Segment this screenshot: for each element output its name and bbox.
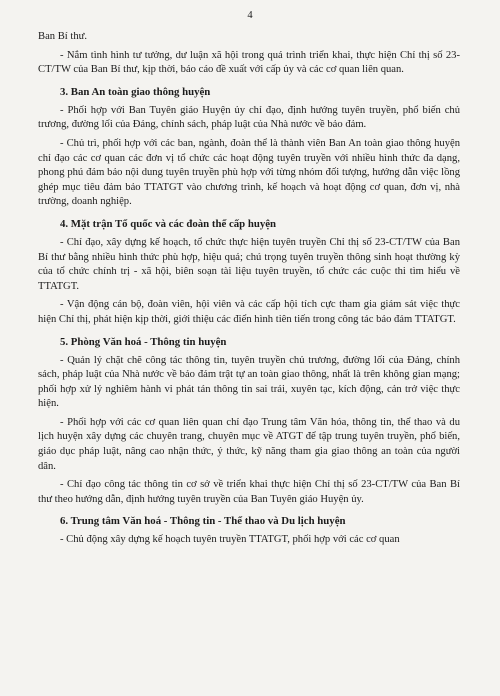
section-heading-4: 4. Mặt trận Tổ quốc và các đoàn thể cấp huyện xyxy=(60,217,277,230)
paragraph: - Phối hợp với Ban Tuyên giáo Huyện ủy chỉ đạo, định hướng tuyên truyền, phổ biến chủ trương, đường lối của Đảng, chính sách, pháp luật của Nhà nước về bảo đảm. xyxy=(38,104,460,131)
paragraph: - Nắm tình hình tư tưởng, dư luận xã hội trong quá trình triển khai, thực hiện Chỉ thị số 23-CT/TW của Ban Bí thư, kịp thời, báo cáo đề xuất với cấp ủy và các cơ quan liên quan. xyxy=(38,49,460,76)
paragraph: - Chủ động xây dựng kế hoạch tuyên truyền TTATGT, phối hợp với các cơ quan xyxy=(60,534,400,546)
paragraph: - Vận động cán bộ, đoàn viên, hội viên và các cấp hội tích cực tham gia giám sát việc thực hiện Chỉ thị, phát hiện kịp thời, giới thiệu các điển hình tiên tiến trong công tác bảo đảm TTATGT. xyxy=(38,299,460,325)
paragraph: - Chỉ đạo công tác thông tin cơ sở về triển khai thực hiện Chỉ thị số 23-CT/TW của Ban Bí thư theo hướng dẫn, định hướng tuyên truyền của Ban Tuyên giáo Huyện ủy. xyxy=(38,479,460,505)
paragraph: - Quản lý chặt chẽ công tác thông tin, tuyên truyền chủ trương, đường lối của Đảng, chính sách, pháp luật của Nhà nước về bảo đảm trật tự an toàn giao thông, nhất là trên không gian mạng; phối hợp xử lý nghiêm hành vi phát tán thông tin sai trái, xuyên tạc, kích động, cản trở việc thực hiện. xyxy=(38,354,460,410)
paragraph-continuation: Ban Bí thư. xyxy=(38,31,88,42)
paragraph: - Chủ trì, phối hợp với các ban, ngành, đoàn thể là thành viên Ban An toàn giao thông huyện chỉ đạo các cơ quan các đơn vị tổ chức các hoạt động tuyên truyền với nhiều hình thức đa dạng, phong phú đảm bảo nội dung tuyên truyền phù hợp với từng nhóm đối tượng, hướng dẫn việc lồng ghép mục tiêu đảm bảo TTATGT vào chương trình, kế hoạch và hoạt động cơ quan, đơn vị, nhà trường, doanh nghiệp. xyxy=(38,137,460,208)
paragraph: - Phối hợp với các cơ quan liên quan chỉ đạo Trung tâm Văn hóa, thông tin, thể thao và du lịch huyện xây dựng các chuyên trang, chuyên mục về ATGT để tập trung tuyên truyền, phổ biến, giáo dục pháp luật, nâng cao nhận thức, ý thức, kỹ năng tham gia giao thông an toàn của người dân. xyxy=(38,416,460,472)
paragraph: - Chỉ đạo, xây dựng kế hoạch, tổ chức thực hiện tuyên truyền Chỉ thị số 23-CT/TW của Ban Bí thư bằng nhiều hình thức phù hợp, hiệu quả; chú trọng tuyên truyền thông sinh hoạt thường kỳ của tổ chức chính trị - xã hội, biên soạn tài liệu tuyên truyền, tổ chức các cuộc thi tìm hiểu về TTATGT. xyxy=(38,236,460,292)
section-heading-3: 3. Ban An toàn giao thông huyện xyxy=(60,85,211,98)
page-number: 4 xyxy=(247,10,253,21)
section-heading-5: 5. Phòng Văn hoá - Thông tin huyện xyxy=(60,335,227,348)
section-heading-6: 6. Trung tâm Văn hoá - Thông tin - Thể thao và Du lịch huyện xyxy=(60,515,346,528)
